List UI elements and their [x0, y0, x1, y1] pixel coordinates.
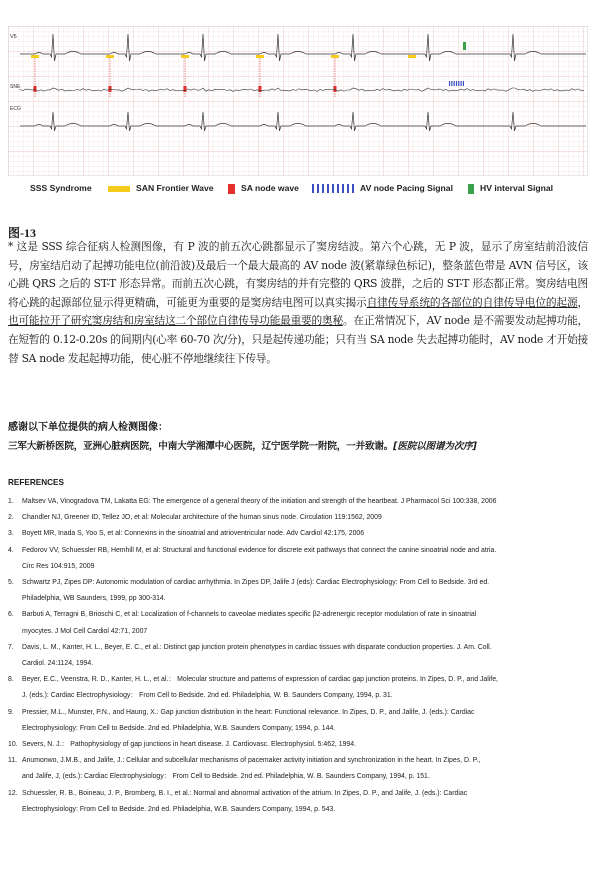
sa-node-marker	[184, 86, 187, 92]
sa-node-marker	[34, 86, 37, 92]
reference-item: 7. Davis, L. M., Kanter, H. L., Beyer, E. C., et al.: Distinct gap junction protein phenotypes in cardiac tissues with disparate conduction properties. J. Am. Coll. Cardiol. 24:1124, 1994.	[8, 643, 492, 668]
reference-item: 8. Beyer, E.C., Veenstra, R. D., Kanter, H. L., et al.： Molecular structure and patterns of expression of cardiac gap junction proteins. In Zipes, D. P., and Jalife, J. (eds.): Cardiac Electrophysiology： From Cell to Bedside. 2nd ed. Philadelphia, W. B. Saunders Company, 1994, p. 31.	[8, 676, 498, 700]
figure-legend	[30, 183, 586, 197]
reference-item: 2. Chandler NJ, Greener ID, Tellez JO, et al: Molecular architecture of the human sinus node. Circulation 119:1562, 2009	[8, 514, 382, 522]
reference-item: 3. Boyett MR, Inada S, Yoo S, et al: Connexins in the sinoatrial and atrioventricular node. Adv Cardiol 42:175, 2006	[8, 530, 365, 538]
references-title: REFERENCES	[8, 478, 64, 487]
lead-label-ecg: ECG	[10, 106, 21, 112]
san-frontier-marker	[181, 55, 189, 58]
legend-av-node-pacing: AV node Pacing Signal	[312, 183, 453, 193]
legend-san-frontier-wave: SAN Frontier Wave	[108, 183, 214, 193]
av-node-pacing-marker	[463, 81, 464, 86]
av-node-pacing-marker	[461, 81, 462, 86]
green-swatch-icon	[468, 184, 474, 194]
acknowledgement-note: [医院以图谱为次序]	[393, 441, 477, 452]
lead-label-sne: SNE	[10, 84, 21, 90]
figure-title: 图-13	[8, 226, 36, 240]
figure-caption: * 这是 SSS 综合征病人检测图像，有 P 波的前五次心跳都显示了窦房结波。第六个心跳，无 P 波，显示了房室结前沿波信号，房室结启动了起搏功能电位(前沿波)及最后一个最大最高的 AV node 波(紧靠绿色标记)，整条蓝色带是 AVN 信号区，该心跳 QRS 之后的 ST-T 形态异常。而前五次心跳，有窦房结的并有完整的 QRS 波群，之后的 ST-T 形态都正常。窦房结电图将心跳的起源部位显示得更精确，可能更为重要的是窦房结电图可以真实揭示自律传导系统的各部位的自律传导电位的起源，也可能拉开了研究窦房结和房室结这二个部位自律传导功能最重要的奥秘。在正常情况下，AV node 是不需要发动起搏功能，在短暂的 0.12-0.20s 的间期内(心率 60-70 次/分)，只是起传递功能；只有当 SA node 失去起搏功能时，AV node 才开始接替 SA node 发起起搏功能，使心脏不停地继续往下传导。	[8, 240, 588, 365]
av-node-pacing-marker	[456, 81, 457, 86]
av-node-pacing-marker	[458, 81, 459, 86]
av-node-pacing-marker	[454, 81, 455, 86]
reference-item: 1. Maltsev VA, Vinogradova TM, Lakatta EG: The emergence of a general theory of the initiation and strength of the heartbeat. J Pharmacol Sci 100:338, 2006	[8, 498, 497, 505]
hv-interval-marker	[463, 42, 466, 50]
yellow-swatch-icon	[108, 186, 130, 192]
ecg-figure	[8, 26, 588, 176]
caption-underline-1: 自律传导系统的各部位的自律传导电位的起源	[366, 295, 578, 309]
san-frontier-marker	[256, 55, 264, 58]
reference-item: 9. Pressier, M.L., Munster, P.N., and Haung, X.: Gap junction distribution in the heart: Functional relevance. In Zipes, D. P., and Jalife, J. (eds.): Cardiac Electrophysiology: From Cell to Bedside. 2nd ed. Philadelphia, W.B. Saunders Company, 1994, p. 144.	[8, 708, 475, 732]
lead-label-v5: V5	[10, 34, 17, 40]
caption-underline-2: 也可能拉开了研究窦房结和房室结这二个部位自律传导功能最重要的奥秘	[8, 314, 343, 328]
reference-item: 12. Schuessler, R. B., Boineau, J. P., Bromberg, B. I., et al.: Normal and abnormal activation of the atrium. In Zipes, D. P., and Jalife, J. (eds.): Cardiac Electrophysiology: From Cell to Bedside. 2nd ed. Philadelphia, W.B. Saunders Company, 1994, p. 543.	[8, 789, 468, 813]
reference-item: 4. Fedorov VV, Schuessler RB, Hemhill M, et al: Structural and functional evidence for discrete exit pathways that connect the canine sinoatrial node and atria. Circ Res 104:915, 2009	[8, 546, 497, 570]
red-swatch-icon	[228, 184, 235, 194]
reference-item: 5. Schwartz PJ, Zipes DP: Autonomic modulation of cardiac arrhythmia. In Zipes DP, Jalife J (eds): Cardiac Electrophysiology: From Cell to Bedside. 3rd ed. Philadelphia, WB Saunders, 1999, pp 300-314.	[8, 579, 490, 603]
acknowledgement-title: 感谢以下单位提供的病人检测图像：	[8, 422, 168, 433]
san-frontier-marker	[31, 55, 39, 58]
legend-hv-interval: HV interval Signal	[468, 183, 553, 194]
san-frontier-marker	[331, 55, 339, 58]
san-frontier-marker	[106, 55, 114, 58]
san-frontier-marker	[408, 55, 416, 58]
blue-stripes-swatch-icon	[312, 184, 354, 193]
legend-sa-node-wave: SA node wave	[228, 183, 299, 194]
legend-sss-syndrome: SSS Syndrome	[30, 183, 92, 193]
av-node-pacing-marker	[451, 81, 452, 86]
acknowledgement-text: 三军大新桥医院，亚洲心脏病医院，中南大学湘潭中心医院，辽宁医学院一附院，一并致谢。[医院以图谱为次序]	[8, 441, 477, 452]
references-list	[8, 494, 592, 818]
reference-item: 10. Severs, N. J.： Pathophysiology of gap junctions in heart disease. J. Cardiovasc. Electrophysiol. 5:462, 1994.	[8, 741, 356, 749]
reference-item: 6. Barbuti A, Terragni B, Brioschi C, et al: Localization of f-channels to caveolae mediates specific β2-adrenergic receptor modulation of rate in sinoatrial myocytes. J Mol Cell Cardiol 42:71, 2007	[8, 611, 477, 635]
ecg-grid	[8, 26, 588, 176]
reference-item: 11. Anumonwo, J.M.B., and Jalife, J.: Cellular and subcellular mechanisms of pacemaker activity initiation and synchronization in the heart. In Zipes, D. P., and Jalife, J, (eds.): Cardiac Electrophysiology： From Cell to Bedside. 2nd ed. Philadelphia, W. B. Saunders Company, 1994, p. 151.	[8, 757, 481, 781]
av-node-pacing-marker	[449, 81, 450, 86]
